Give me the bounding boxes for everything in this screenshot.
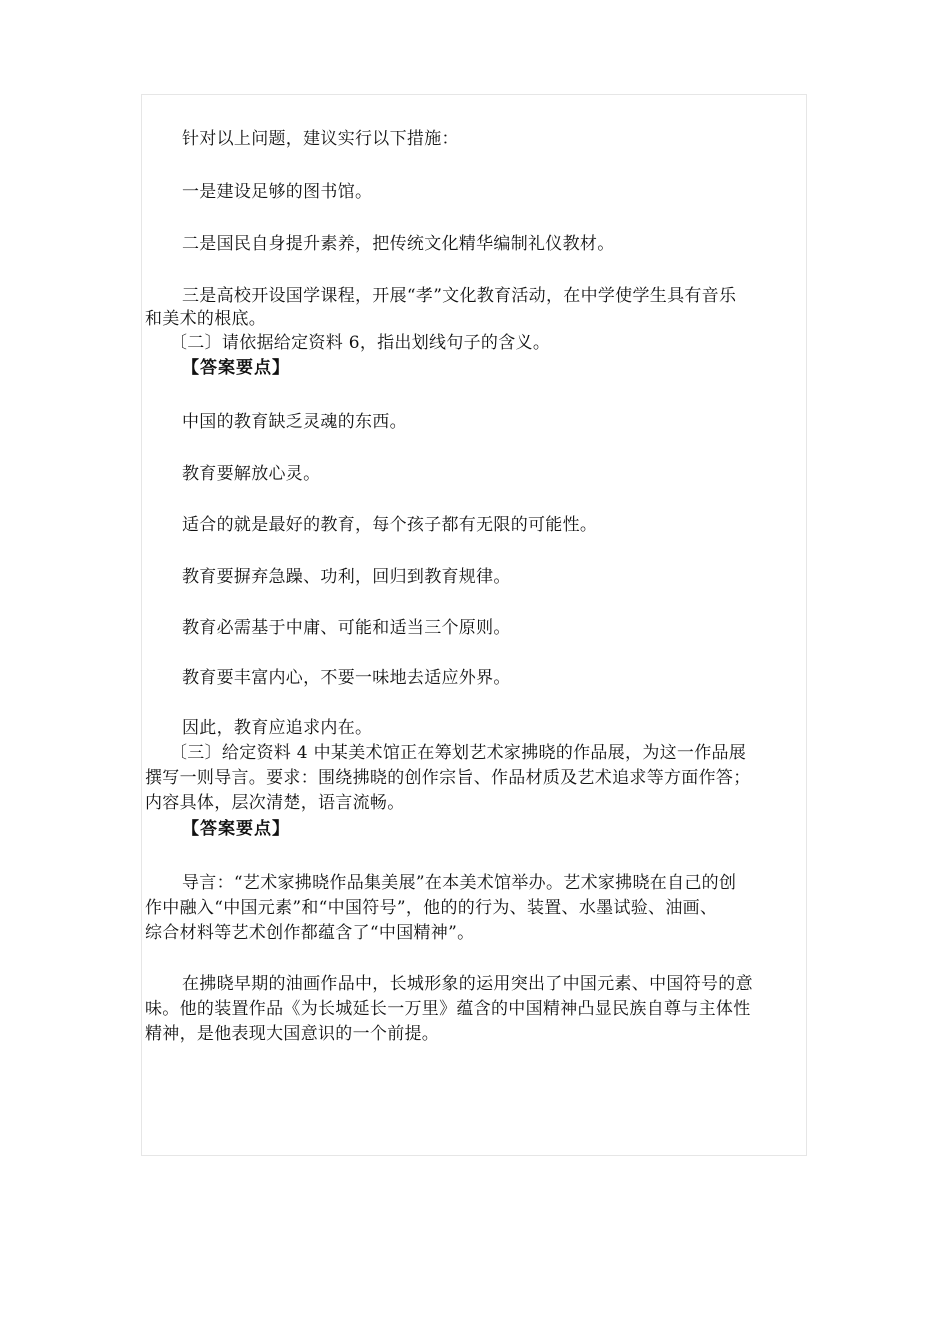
answer-2-point-4: 教育要摒弃急躁、功利，回归到教育规律。	[182, 567, 511, 587]
paragraph-measure-3-line-1: 三是高校开设国学课程，开展“孝”文化教育活动，在中学使学生具有音乐	[182, 286, 737, 306]
answer-2-point-2: 教育要解放心灵。	[182, 464, 321, 484]
intro-paragraph-2-line-3: 精神，是他表现大国意识的一个前提。	[145, 1024, 440, 1044]
question-3-line-2: 撰写一则导言。要求：围绕拂晓的创作宗旨、作品材质及艺术追求等方面作答；	[145, 768, 751, 788]
intro-paragraph-1-line-1: 导言：“艺术家拂晓作品集美展”在本美术馆举办。艺术家拂晓在自己的创	[182, 873, 737, 893]
paragraph-measure-1: 一是建设足够的图书馆。	[182, 182, 373, 202]
question-2-heading: 〔二〕请依据给定资料 6，指出划线句子的含义。	[170, 333, 551, 353]
answer-2-conclusion: 因此，教育应追求内在。	[182, 718, 373, 738]
answer-2-point-5: 教育必需基于中庸、可能和适当三个原则。	[182, 618, 511, 638]
answer-2-point-1: 中国的教育缺乏灵魂的东西。	[182, 412, 407, 432]
answer-2-point-6: 教育要丰富内心，不要一味地去适应外界。	[182, 668, 511, 688]
intro-paragraph-1-line-3: 综合材料等艺术创作都蕴含了“中国精神”。	[145, 923, 475, 943]
paragraph-measures-intro: 针对以上问题，建议实行以下措施：	[182, 129, 459, 149]
intro-paragraph-2-line-1: 在拂晓早期的油画作品中，长城形象的运用突出了中国元素、中国符号的意	[182, 974, 753, 994]
answer-points-heading-1: 【答案要点】	[182, 358, 290, 378]
question-3-line-3: 内容具体，层次清楚，语言流畅。	[145, 793, 405, 813]
question-3-line-1: 〔三〕给定资料 4 中某美术馆正在筹划艺术家拂晓的作品展，为这一作品展	[170, 743, 747, 763]
answer-2-point-3: 适合的就是最好的教育，每个孩子都有无限的可能性。	[182, 515, 598, 535]
intro-paragraph-2-line-2: 味。他的装置作品《为长城延长一万里》蕴含的中国精神凸显民族自尊与主体性	[145, 999, 751, 1019]
intro-paragraph-1-line-2: 作中融入“中国元素”和“中国符号”，他的的行为、装置、水墨试验、油画、	[145, 898, 718, 918]
answer-points-heading-2: 【答案要点】	[182, 819, 290, 839]
paragraph-measure-2: 二是国民自身提升素养，把传统文化精华编制礼仪教材。	[182, 234, 615, 254]
paragraph-measure-3-line-2: 和美术的根底。	[145, 309, 267, 329]
